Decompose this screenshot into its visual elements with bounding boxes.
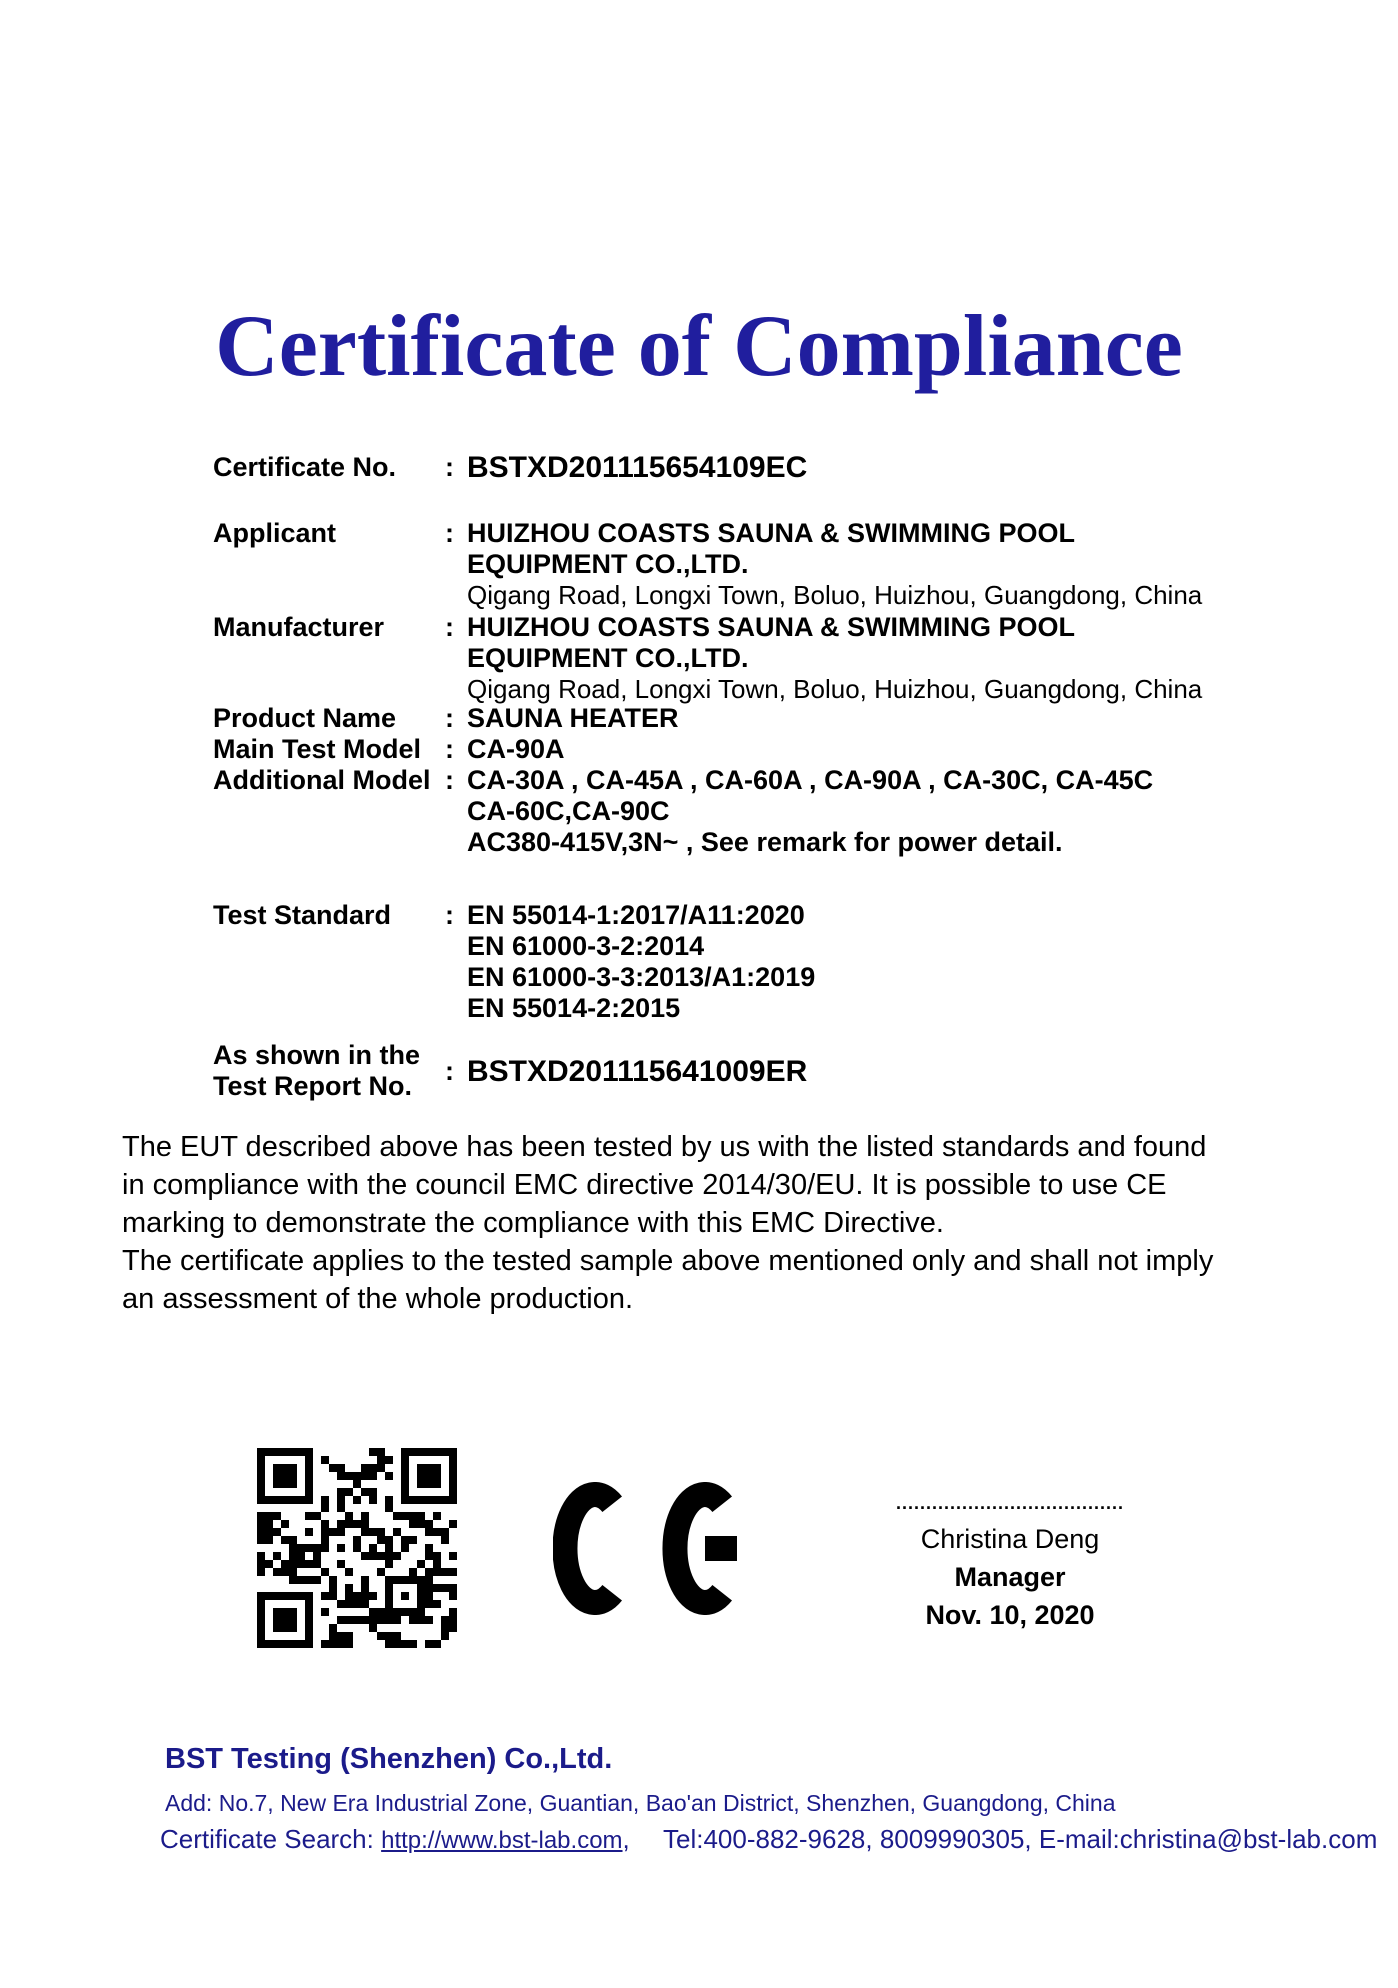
- additional-model-label: Additional Model: [213, 765, 431, 795]
- main-test-model-value: CA-90A: [467, 734, 565, 764]
- test-report-label-line1: As shown in the: [213, 1040, 421, 1070]
- qr-code-icon: [257, 1448, 457, 1648]
- colon: :: [445, 612, 454, 642]
- test-report-label: [213, 1040, 445, 1102]
- test-standard-value: [467, 900, 1327, 1024]
- issuer-address: Add: No.7, New Era Industrial Zone, Guantian, Bao'an District, Shenzhen, Guangdong, China: [165, 1790, 1116, 1816]
- test-standard-line3: EN 61000-3-3:2013/A1:2019: [467, 962, 816, 992]
- colon: :: [445, 1055, 454, 1086]
- certificate-no-value: BSTXD201115654109EC: [467, 451, 808, 484]
- field-product-name: [213, 703, 1327, 734]
- product-name-label: Product Name: [213, 703, 397, 733]
- search-comma: ,: [622, 1824, 630, 1854]
- certificate-search-label: Certificate Search:: [160, 1824, 374, 1854]
- certificate-title: Certificate of Compliance: [215, 298, 1183, 395]
- ce-mark-icon: [553, 1482, 737, 1615]
- test-standard-line2: EN 61000-3-2:2014: [467, 931, 705, 961]
- applicant-name-line2: EQUIPMENT CO.,LTD.: [467, 549, 749, 579]
- applicant-value: [467, 518, 1327, 611]
- field-additional-model: [213, 765, 1327, 858]
- signature-date: Nov. 10, 2020: [925, 1600, 1095, 1630]
- main-test-model-label: Main Test Model: [213, 734, 422, 764]
- test-report-label-line2: Test Report No.: [213, 1071, 413, 1101]
- field-manufacturer: [213, 612, 1327, 705]
- applicant-address: Qigang Road, Longxi Town, Boluo, Huizhou, Guangdong, China: [467, 580, 1203, 610]
- issuer-contact: Tel:400-882-9628, 8009990305, E-mail:christina@bst-lab.com: [663, 1824, 1378, 1854]
- signature-line: ......................................: [895, 1493, 1125, 1513]
- colon: :: [445, 452, 454, 482]
- test-standard-line4: EN 55014-2:2015: [467, 993, 681, 1023]
- issuer-company-name: BST Testing (Shenzhen) Co.,Ltd.: [165, 1743, 613, 1775]
- signatory-name: Christina Deng: [920, 1524, 1100, 1554]
- statement-line3: marking to demonstrate the compliance with this EMC Directive.: [122, 1207, 944, 1239]
- certificate-search-link[interactable]: http://www.bst-lab.com: [381, 1827, 623, 1854]
- colon: :: [445, 900, 454, 930]
- colon: :: [445, 518, 454, 548]
- additional-model-value: [467, 765, 1327, 858]
- manufacturer-label: Manufacturer: [213, 612, 385, 642]
- applicant-label: Applicant: [213, 518, 337, 548]
- field-certificate-no: [213, 452, 1327, 483]
- colon: :: [445, 765, 454, 795]
- footer-contact-line: [160, 1824, 1377, 1855]
- manufacturer-name-line2: EQUIPMENT CO.,LTD.: [467, 643, 749, 673]
- additional-model-line3: AC380-415V,3N~ , See remark for power detail.: [467, 827, 1063, 857]
- manufacturer-address: Qigang Road, Longxi Town, Boluo, Huizhou, Guangdong, China: [467, 674, 1203, 704]
- statement-line1: The EUT described above has been tested by us with the listed standards and found: [122, 1131, 1207, 1163]
- field-test-standard: [213, 900, 1327, 1024]
- signature-block: [855, 1494, 1165, 1631]
- field-applicant: [213, 518, 1327, 611]
- test-standard-line1: EN 55014-1:2017/A11:2020: [467, 900, 805, 930]
- colon: :: [445, 703, 454, 733]
- test-report-value: BSTXD201115641009ER: [467, 1054, 808, 1088]
- product-name-value: SAUNA HEATER: [467, 703, 679, 733]
- colon: :: [445, 734, 454, 764]
- compliance-statement: [122, 1128, 1322, 1318]
- signatory-role: Manager: [954, 1562, 1066, 1592]
- statement-line4: The certificate applies to the tested sample above mentioned only and shall not imply: [122, 1245, 1214, 1277]
- additional-model-line1: CA-30A , CA-45A , CA-60A , CA-90A , CA-30C, CA-45C: [467, 765, 1154, 795]
- manufacturer-value: [467, 612, 1327, 705]
- additional-model-line2: CA-60C,CA-90C: [467, 796, 670, 826]
- test-standard-label: Test Standard: [213, 900, 392, 930]
- certificate-no-label: Certificate No.: [213, 452, 397, 482]
- field-test-report: [213, 1040, 1327, 1102]
- applicant-name-line1: HUIZHOU COASTS SAUNA & SWIMMING POOL: [467, 518, 1075, 548]
- statement-line2: in compliance with the council EMC directive 2014/30/EU. It is possible to use CE: [122, 1169, 1167, 1201]
- field-main-test-model: [213, 734, 1327, 765]
- statement-line5: an assessment of the whole production.: [122, 1283, 634, 1315]
- manufacturer-name-line1: HUIZHOU COASTS SAUNA & SWIMMING POOL: [467, 612, 1075, 642]
